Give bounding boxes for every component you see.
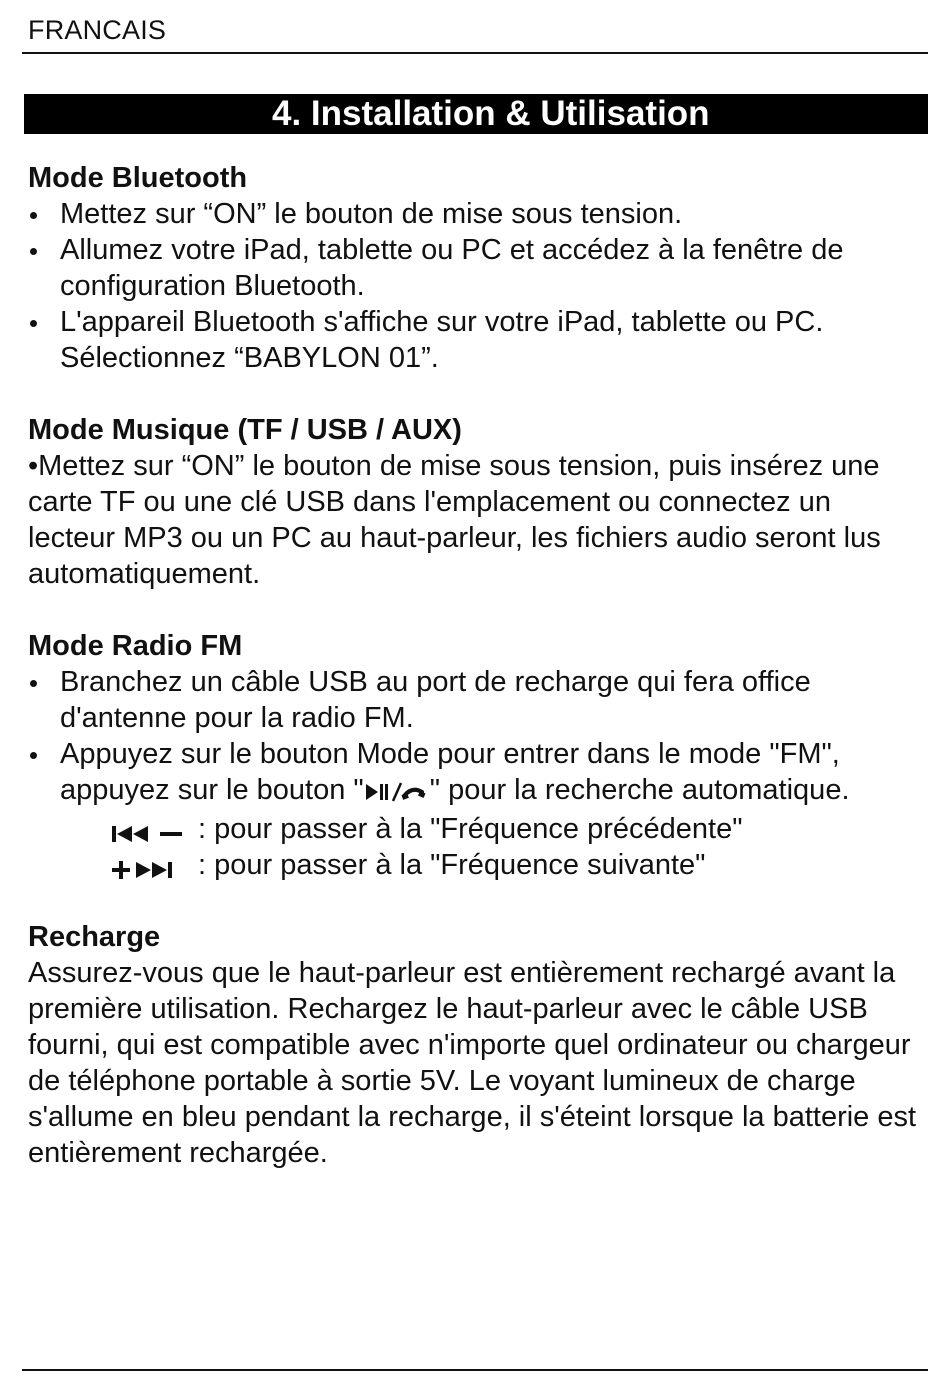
plus-next-icon: [110, 854, 184, 890]
bluetooth-step-2: Allumez votre iPad, tablette ou PC et accédez à la fenêtre de configuration Bluetooth.: [28, 232, 918, 304]
bluetooth-list: [28, 196, 918, 376]
footer-divider: [22, 1369, 928, 1371]
language-label: FRANCAIS: [28, 15, 167, 45]
previous-frequency-text: : pour passer à la "Fréquence précédente": [198, 813, 743, 845]
section-title-bar: [24, 94, 928, 134]
next-frequency-line: [28, 847, 918, 883]
bluetooth-step-3: L'appareil Bluetooth s'affiche sur votre iPad, tablette ou PC. Sélectionnez “BABYLON 01”.: [28, 304, 918, 376]
charge-text: Assurez-vous que le haut-parleur est entièrement rechargé avant la première utilisation. Rechargez le haut-parleur avec le câble USB fourni, qui est compatible avec n'importe quel ordinateur ou chargeur de téléphone portable à sortie 5V. Le voyant lumineux de charge s'allume en bleu pendant la recharge, il s'éteint lorsque la batterie est entièrement rechargée.: [28, 957, 917, 1169]
radio-heading: Mode Radio FM: [28, 630, 243, 662]
radio-step-2-line-2-start: appuyez sur le bouton ": [60, 774, 364, 806]
music-heading: Mode Musique (TF / USB / AUX): [28, 414, 462, 446]
bluetooth-section: [28, 160, 918, 376]
radio-step-2-line-1: Appuyez sur le bouton Mode pour entrer dans le mode "FM",: [60, 738, 840, 770]
charge-heading: Recharge: [28, 921, 161, 953]
previous-frequency-line: [28, 811, 918, 847]
radio-section: [28, 628, 918, 883]
header-divider: [22, 52, 928, 54]
radio-step-2-line-2-end: " pour la recherche automatique.: [429, 774, 850, 806]
music-text: •Mettez sur “ON” le bouton de mise sous tension, puis insérez une carte TF ou une clé USB dans l'emplacement ou connectez un lecteur MP3 ou un PC au haut-parleur, les fichiers audio seront lus automatiquement.: [28, 450, 881, 590]
page-content: [28, 160, 918, 1171]
radio-step-1: Branchez un câble USB au port de recharge qui fera office d'antenne pour la radio FM.: [28, 664, 918, 736]
bluetooth-step-1: Mettez sur “ON” le bouton de mise sous tension.: [28, 196, 918, 232]
play-pause-call-icon: [364, 775, 430, 811]
bluetooth-heading: Mode Bluetooth: [28, 162, 248, 194]
radio-step-2: [28, 736, 918, 811]
charge-section: [28, 919, 918, 1171]
music-section: [28, 412, 918, 592]
next-frequency-text: : pour passer à la "Fréquence suivante": [198, 849, 706, 881]
radio-list: [28, 664, 918, 811]
section-title: 4. Installation & Utilisation: [272, 94, 710, 133]
